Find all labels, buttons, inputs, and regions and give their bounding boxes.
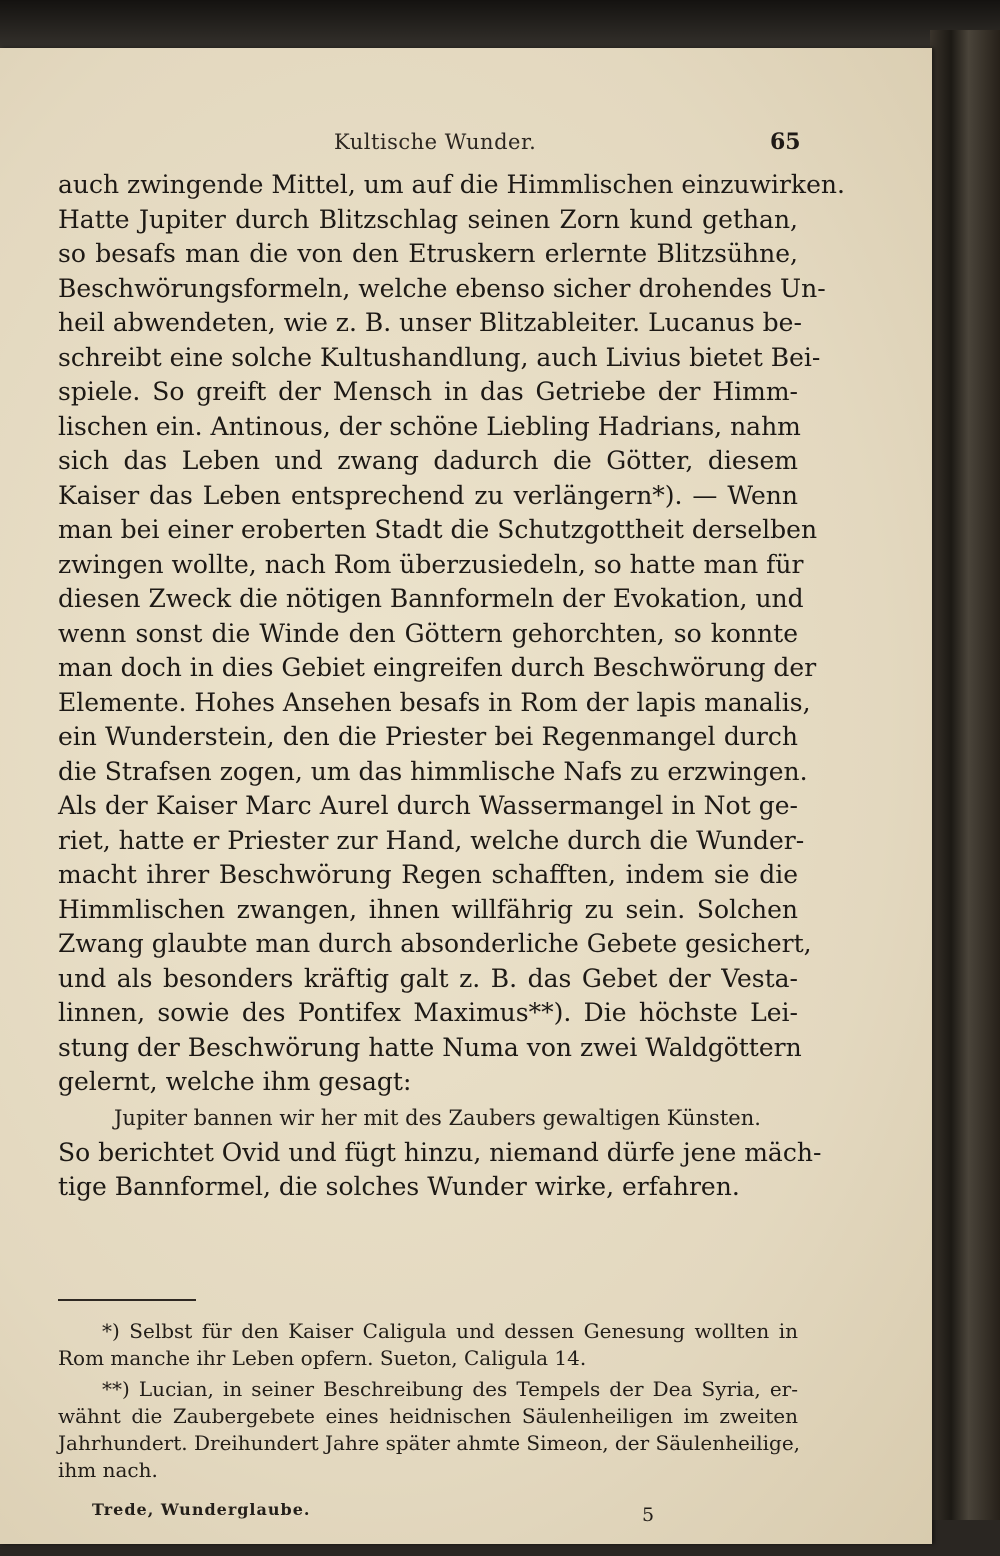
text-line: spiele. So greift der Mensch in das Getriebe der Himm- bbox=[58, 377, 798, 406]
text-line: Beschwörungsformeln, welche ebenso sicher drohendes Un- bbox=[58, 273, 826, 303]
text-line: stung der Beschwörung hatte Numa von zwei Waldgöttern bbox=[58, 1032, 802, 1062]
text-line: gelernt, welche ihm gesagt: bbox=[58, 1067, 412, 1096]
text-line: lischen ein. Antinous, der schöne Liebling Hadrians, nahm bbox=[58, 411, 801, 441]
printer-signature: Trede, Wunderglaube. bbox=[92, 1500, 311, 1519]
text-line: man doch in dies Gebiet eingreifen durch Beschwörung der bbox=[58, 653, 817, 682]
text-line: diesen Zweck die nötigen Bannformeln der Evokation, und bbox=[58, 584, 804, 613]
text-line: und als besonders kräftig galt z. B. das Gebet der Vesta- bbox=[58, 963, 798, 993]
text-line: Elemente. Hohes Ansehen besafs in Rom der lapis manalis, bbox=[58, 687, 811, 717]
body-text bbox=[58, 168, 845, 1205]
text-line: zwingen wollte, nach Rom überzusiedeln, so hatte man für bbox=[58, 549, 804, 579]
text-line: So berichtet Ovid und fügt hinzu, niemand dürfe jene mäch- bbox=[58, 1137, 822, 1167]
text-line: tige Bannformel, die solches Wunder wirke, erfahren. bbox=[58, 1172, 740, 1201]
book-page-edges bbox=[930, 30, 1000, 1520]
text-line: Himmlischen zwangen, ihnen willfährig zu sein. Solchen bbox=[58, 894, 798, 924]
footnote-line: wähnt die Zaubergebete eines heidnischen Säulenheiligen im zweiten bbox=[58, 1404, 798, 1428]
text-line: Zwang glaubte man durch absonderliche Gebete gesichert, bbox=[58, 929, 812, 958]
book-page bbox=[0, 48, 932, 1544]
text-line: sich das Leben und zwang dadurch die Götter, diesem bbox=[58, 446, 798, 475]
footnote-divider bbox=[58, 1299, 196, 1301]
footnote-line: *) Selbst für den Kaiser Caligula und dessen Genesung wollten in bbox=[102, 1319, 798, 1343]
text-line: heil abwendeten, wie z. B. unser Blitzableiter. Lucanus be- bbox=[58, 308, 802, 337]
footnote-line: Jahrhundert. Dreihundert Jahre später ahmte Simeon, der Säulenheilige, bbox=[58, 1431, 801, 1455]
text-line: ein Wunderstein, den die Priester bei Regenmangel durch bbox=[58, 722, 798, 751]
running-title: Kultische Wunder. bbox=[334, 130, 537, 154]
footnote-line: Rom manche ihr Leben opfern. Sueton, Caligula 14. bbox=[58, 1346, 587, 1370]
sheet-number: 5 bbox=[642, 1504, 655, 1526]
text-line: riet, hatte er Priester zur Hand, welche durch die Wunder- bbox=[58, 825, 805, 855]
text-line: macht ihrer Beschwörung Regen schafften, indem sie die bbox=[58, 860, 798, 889]
text-line: schreibt eine solche Kultushandlung, auch Livius bietet Bei- bbox=[58, 342, 821, 372]
text-line: man bei einer eroberten Stadt die Schutzgottheit derselben bbox=[58, 515, 818, 544]
footnote-line: **) Lucian, in seiner Beschreibung des Tempels der Dea Syria, er- bbox=[102, 1377, 798, 1401]
text-line: wenn sonst die Winde den Göttern gehorchten, so konnte bbox=[58, 618, 798, 648]
footnotes bbox=[58, 1318, 801, 1484]
page-number: 65 bbox=[770, 129, 801, 155]
text-line: die Strafsen zogen, um das himmlische Nafs zu erzwingen. bbox=[58, 756, 808, 786]
text-line: Als der Kaiser Marc Aurel durch Wassermangel in Not ge- bbox=[58, 791, 798, 820]
text-line: linnen, sowie des Pontifex Maximus**). Die höchste Lei- bbox=[58, 998, 798, 1027]
running-head bbox=[0, 130, 932, 170]
text-line: Kaiser das Leben entsprechend zu verlängern*). — Wenn bbox=[58, 480, 798, 510]
footnote-line: ihm nach. bbox=[58, 1458, 158, 1482]
verse-quote: Jupiter bannen wir her mit des Zaubers gewaltigen Künsten. bbox=[114, 1105, 761, 1130]
text-line: auch zwingende Mittel, um auf die Himmlischen einzuwirken. bbox=[58, 170, 845, 199]
text-line: Hatte Jupiter durch Blitzschlag seinen Zorn kund gethan, bbox=[58, 204, 798, 234]
text-line: so besafs man die von den Etruskern erlernte Blitzsühne, bbox=[58, 239, 798, 268]
